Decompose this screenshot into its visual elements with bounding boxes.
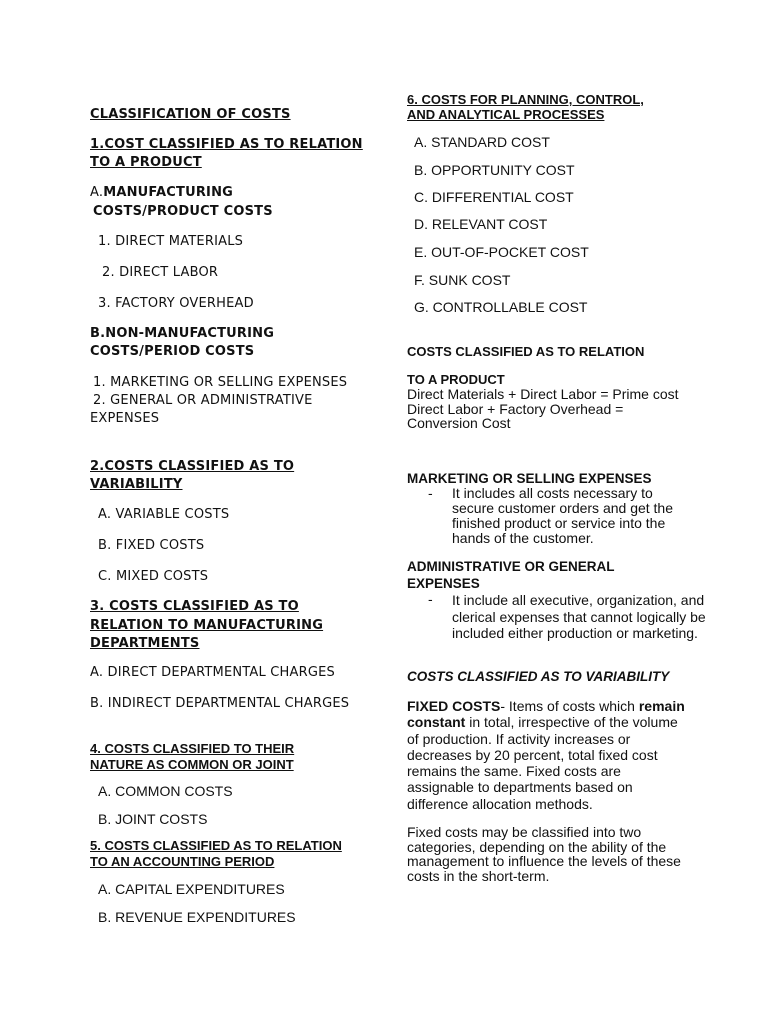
bullet-dash: -	[428, 485, 433, 501]
relation-heading-line2: TO A PRODUCT	[407, 372, 505, 387]
list-item: G. CONTROLLABLE COST	[414, 299, 588, 315]
section-1a-label: MANUFACTURING	[103, 185, 234, 200]
section-3-heading-line1: 3. COSTS CLASSIFIED AS TO	[90, 599, 299, 614]
document-title: CLASSIFICATION OF COSTS	[90, 107, 291, 122]
section-3-heading-line3: DEPARTMENTS	[90, 636, 200, 651]
fixed-costs-classification-paragraph: Fixed costs may be classified into two categories, depending on the ability of the management to influence the levels of these costs in the short-term.	[407, 824, 681, 884]
section-2-heading-line1: 2.COSTS CLASSIFIED AS TO	[90, 459, 295, 474]
section-1a-prefix: A.	[90, 185, 104, 200]
list-item: 1. DIRECT MATERIALS	[98, 234, 244, 249]
list-item: B. JOINT COSTS	[98, 811, 208, 827]
list-item: D. RELEVANT COST	[414, 216, 548, 232]
marketing-heading: MARKETING OR SELLING EXPENSES	[407, 471, 652, 486]
section-6-heading-line1: 6. COSTS FOR PLANNING, CONTROL,	[407, 92, 644, 107]
conversion-cost-formula: Direct Labor + Factory Overhead =	[407, 401, 624, 417]
list-item: B. INDIRECT DEPARTMENTAL CHARGES	[90, 696, 350, 711]
list-item: 3. FACTORY OVERHEAD	[98, 296, 254, 311]
list-item: 2. DIRECT LABOR	[102, 265, 219, 280]
section-1b-heading-line2: COSTS/PERIOD COSTS	[90, 344, 255, 359]
section-2-heading-line2: VARIABILITY	[90, 477, 183, 492]
list-item: A. CAPITAL EXPENDITURES	[98, 881, 285, 897]
list-item: B. FIXED COSTS	[98, 538, 205, 553]
section-1-heading-line2: TO A PRODUCT	[90, 155, 202, 170]
list-item-continuation: EXPENSES	[90, 411, 160, 426]
list-item: 2. GENERAL OR ADMINISTRATIVE	[93, 393, 313, 408]
section-1a-heading-line1	[90, 185, 233, 200]
section-5-heading-line2: TO AN ACCOUNTING PERIOD	[90, 854, 275, 869]
fixed-costs-term: FIXED COSTS	[407, 698, 501, 714]
section-4-heading-line1: 4. COSTS CLASSIFIED TO THEIR	[90, 741, 295, 756]
administrative-heading-line2: EXPENSES	[407, 576, 480, 591]
fixed-costs-paragraph: FIXED COSTS- Items of costs which remain constant in total, irrespective of the volume of production. If activity increases or decreases by 20 percent, total fixed cost remains the same. Fixed costs are assignable to departments based on difference allocation methods.	[407, 698, 685, 812]
list-item: 1. MARKETING OR SELLING EXPENSES	[93, 375, 348, 390]
conversion-cost-formula-continuation: Conversion Cost	[407, 415, 511, 431]
list-item: A. COMMON COSTS	[98, 783, 233, 799]
section-4-heading-line2: NATURE AS COMMON OR JOINT	[90, 757, 294, 772]
administrative-heading-line1: ADMINISTRATIVE OR GENERAL	[407, 559, 615, 574]
list-item: C. MIXED COSTS	[98, 569, 209, 584]
list-item: B. REVENUE EXPENDITURES	[98, 909, 296, 925]
administrative-description: It include all executive, organization, and clerical expenses that cannot logically be included either production or marketing.	[452, 592, 706, 641]
list-item: F. SUNK COST	[414, 272, 511, 288]
list-item: B. OPPORTUNITY COST	[414, 162, 575, 178]
section-3-heading-line2: RELATION TO MANUFACTURING	[90, 618, 324, 633]
list-item: A. DIRECT DEPARTMENTAL CHARGES	[90, 665, 335, 680]
bullet-dash: -	[428, 591, 433, 607]
list-item: A. VARIABLE COSTS	[98, 507, 230, 522]
section-6-heading-line2: AND ANALYTICAL PROCESSES	[407, 107, 605, 122]
section-1b-heading-line1: B.NON-MANUFACTURING	[90, 326, 275, 341]
section-1a-heading-line2: COSTS/PRODUCT COSTS	[93, 204, 273, 219]
variability-heading: COSTS CLASSIFIED AS TO VARIABILITY	[407, 669, 670, 684]
section-5-heading-line1: 5. COSTS CLASSIFIED AS TO RELATION	[90, 838, 342, 853]
section-1-heading-line1: 1.COST CLASSIFIED AS TO RELATION	[90, 137, 363, 152]
list-item: A. STANDARD COST	[414, 134, 550, 150]
relation-heading-line1: COSTS CLASSIFIED AS TO RELATION	[407, 344, 645, 359]
remain-constant-emphasis: remain constant	[407, 698, 685, 731]
marketing-description: It includes all costs necessary to secure customer orders and get the finished product or service into the hands of the customer.	[452, 485, 674, 546]
list-item: E. OUT-OF-POCKET COST	[414, 244, 589, 260]
list-item: C. DIFFERENTIAL COST	[414, 189, 574, 205]
prime-cost-formula: Direct Materials + Direct Labor = Prime cost	[407, 386, 679, 402]
